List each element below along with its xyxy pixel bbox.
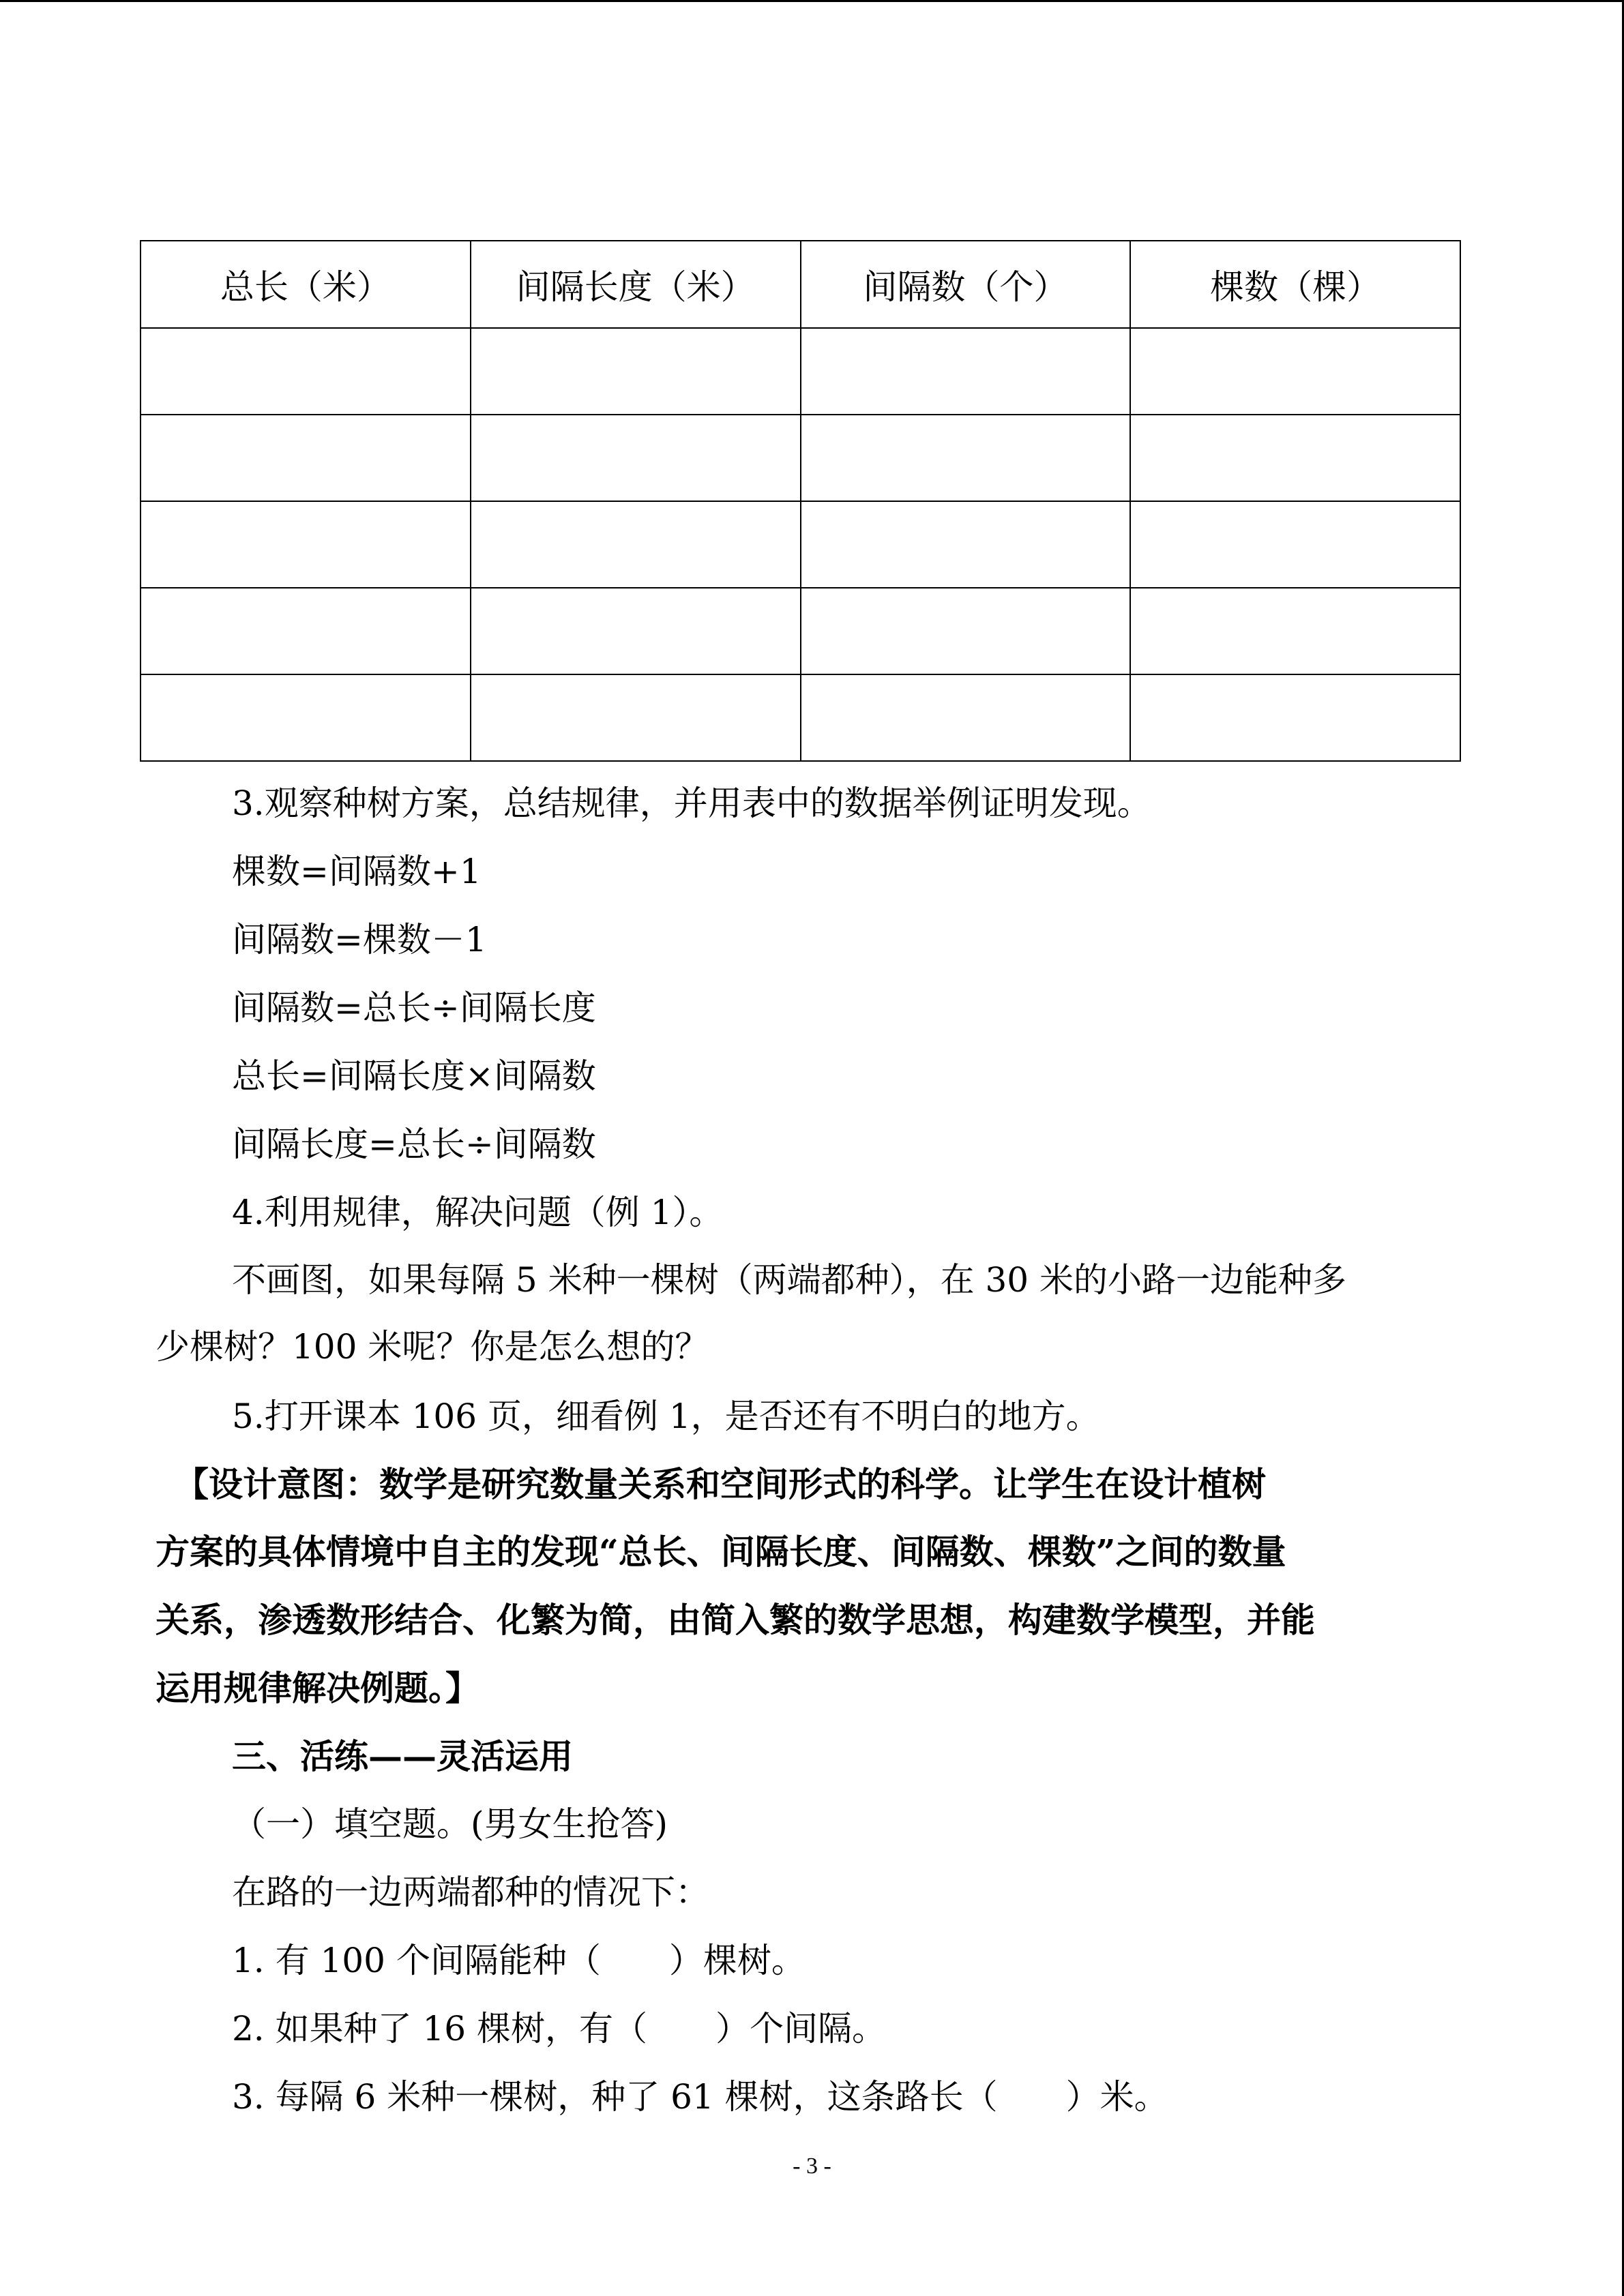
header-tree-count: 棵数（棵） [1130,241,1460,328]
table-cell[interactable] [801,588,1131,674]
table-cell[interactable] [801,501,1131,588]
table-cell[interactable] [1130,328,1460,415]
step-5-textbook: 5.打开课本 106 页，细看例 1，是否还有不明白的地方。 [232,1397,1100,1436]
header-interval-length: 间隔长度（米） [471,241,801,328]
table-row [141,415,1460,501]
table-row [141,674,1460,761]
table-cell[interactable] [1130,501,1460,588]
tree-planting-table [140,240,1461,762]
table-cell[interactable] [1130,415,1460,501]
fill-in-subheading: （一）填空题。(男女生抢答) [232,1804,668,1844]
table-cell[interactable] [1130,674,1460,761]
table-row [141,588,1460,674]
example-question-line-2: 少棵树？100 米呢？你是怎么想的？ [156,1327,709,1367]
formula-interval-count: 间隔数=棵数－1 [232,920,487,959]
table-cell[interactable] [471,674,801,761]
table-cell[interactable] [141,415,471,501]
fill-in-question-2: 2. 如果种了 16 棵树，有（ ）个间隔。 [232,2009,887,2048]
table-cell[interactable] [471,501,801,588]
table-row [141,328,1460,415]
page-number: - 3 - [793,2153,831,2179]
formula-tree-count: 棵数=间隔数+1 [232,852,482,891]
table-cell[interactable] [471,588,801,674]
design-intent-line-1: 【设计意图：数学是研究数量关系和空间形式的科学。让学生在设计植树 [175,1464,1266,1504]
fill-in-question-3: 3. 每隔 6 米种一棵树，种了 61 棵树，这条路长（ ）米。 [232,2077,1168,2117]
section-3-heading: 三、活练——灵活运用 [232,1736,573,1776]
table-cell[interactable] [471,328,801,415]
example-question-line-1: 不画图，如果每隔 5 米种一棵树（两端都种），在 30 米的小路一边能种多 [232,1260,1347,1300]
formula-interval-count-division: 间隔数=总长÷间隔长度 [232,988,596,1028]
table-cell[interactable] [141,328,471,415]
fill-in-intro: 在路的一边两端都种的情况下： [232,1873,709,1912]
table-cell[interactable] [1130,588,1460,674]
design-intent-line-2: 方案的具体情境中自主的发现“总长、间隔长度、间隔数、棵数”之间的数量 [156,1532,1286,1572]
table-cell[interactable] [801,328,1131,415]
design-intent-line-4: 运用规律解决例题。】 [156,1668,479,1708]
table-cell[interactable] [801,674,1131,761]
step-4-solve: 4.利用规律，解决问题（例 1）。 [232,1193,724,1232]
design-intent-line-3: 关系，渗透数形结合、化繁为简，由简入繁的数学思想，构建数学模型，并能 [156,1600,1315,1640]
formula-interval-length: 间隔长度=总长÷间隔数 [232,1124,596,1164]
formula-total-length: 总长=间隔长度×间隔数 [232,1056,596,1096]
table-cell[interactable] [471,415,801,501]
page-top-border [0,0,1624,2]
table-cell[interactable] [141,588,471,674]
header-interval-count: 间隔数（个） [801,241,1131,328]
fill-in-question-1: 1. 有 100 个间隔能种（ ）棵树。 [232,1941,806,1980]
table-cell[interactable] [801,415,1131,501]
table-row [141,501,1460,588]
table-header-row [141,241,1460,328]
header-total-length: 总长（米） [141,241,471,328]
table-cell[interactable] [141,674,471,761]
table-cell[interactable] [141,501,471,588]
step-3-observe: 3.观察种树方案，总结规律，并用表中的数据举例证明发现。 [232,784,1151,823]
